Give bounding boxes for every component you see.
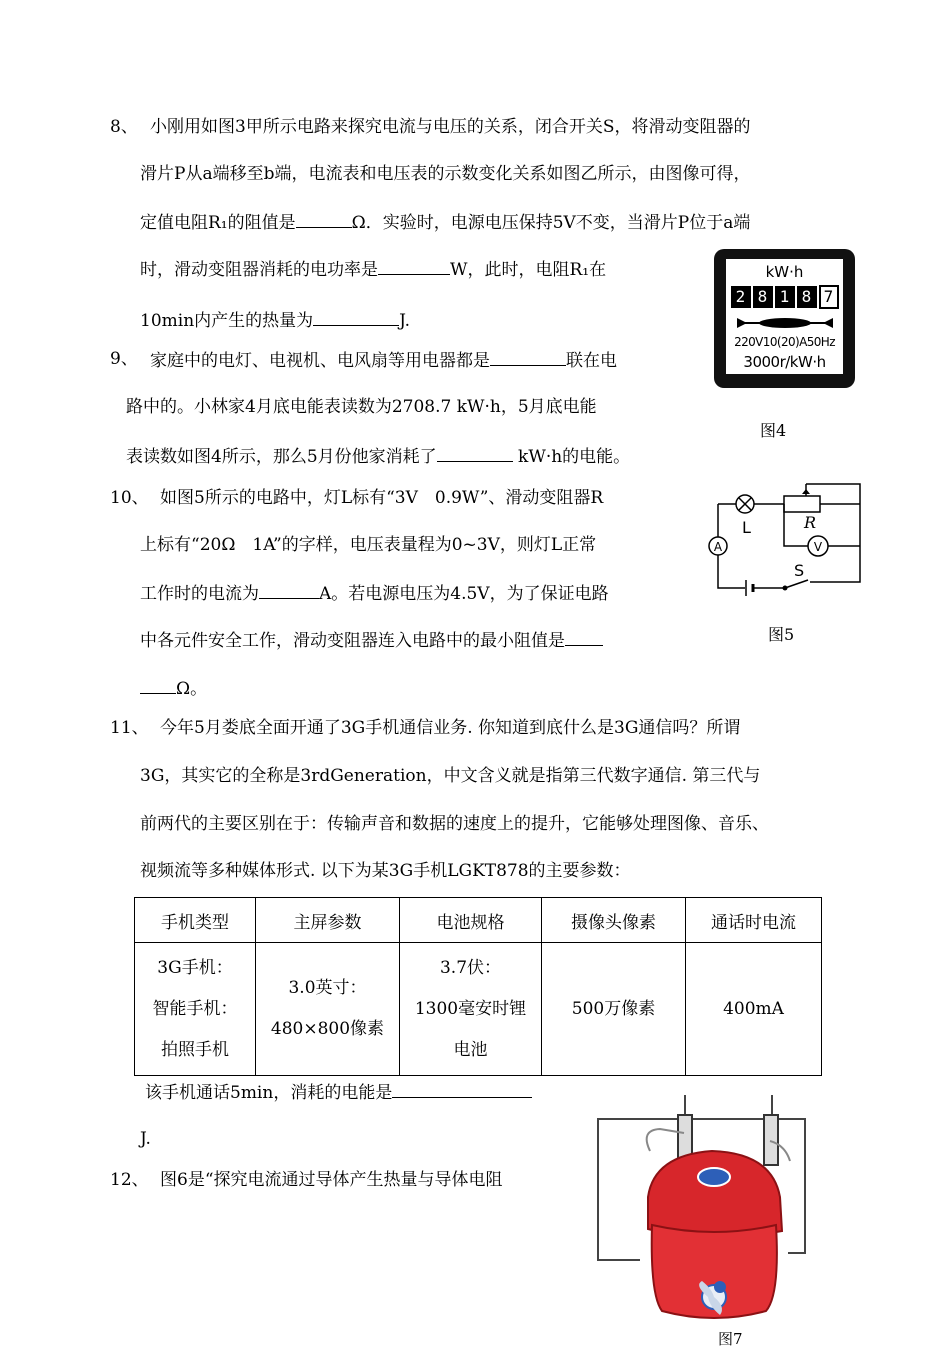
- table-row: [135, 943, 822, 1076]
- energy-meter-figure: [714, 249, 855, 388]
- fig7-caption: 图7: [718, 1330, 743, 1348]
- q9-line2: 路中的。小林家4月底电能表读数为2708.7 kW·h，5月底电能: [126, 397, 597, 417]
- cell-line: 智能手机：: [152, 998, 238, 1019]
- q8-line5: [140, 309, 410, 331]
- q10-line3-a: 工作时的电流为: [140, 584, 259, 604]
- q11-line2: 3G，其实它的全称是3rdGeneration，中文含义就是指第三代数字通信. 第三代与: [140, 766, 761, 786]
- cap-icon: [648, 1151, 782, 1318]
- q9-line3: [126, 445, 630, 467]
- q9-number: 9、: [110, 349, 138, 369]
- table-header-cell: 摄像头像素: [542, 898, 686, 943]
- fig4-caption: 图4: [760, 421, 787, 440]
- q11-after-a: 该手机通话5min，消耗的电能是: [145, 1083, 393, 1103]
- q10-line5: [140, 677, 207, 699]
- meter-rotor-icon: [726, 315, 843, 329]
- table-header-cell: 电池规格: [400, 898, 542, 943]
- q8-line5-b: J.: [399, 311, 411, 331]
- q9-line1-b: 联在电: [566, 351, 617, 371]
- meter-digits: [726, 285, 843, 309]
- q8-line3-b: Ω．实验时，电源电压保持5V不变，当滑片P位于a端: [351, 213, 751, 233]
- cell-line: 拍照手机: [161, 1039, 229, 1060]
- meter-digit: 1: [775, 286, 795, 308]
- solar-cap-figure: [590, 1085, 820, 1325]
- meter-face: [726, 259, 843, 374]
- answer-blank[interactable]: [296, 211, 352, 228]
- circuit-diagram: [700, 478, 870, 598]
- q9-line3-a: 表读数如图4所示，那么5月份他家消耗了: [126, 447, 437, 467]
- q8-line3: [140, 211, 750, 233]
- q9-line3-b: kW·h的电能。: [512, 447, 631, 467]
- q11-number: 11、: [110, 718, 149, 738]
- q12-line1: 图6是“探究电流通过导体产生热量与导体电阻: [160, 1170, 503, 1190]
- cell-line: 480×800像素: [270, 1019, 385, 1039]
- q8-line4-b: W，此时，电阻R₁在: [450, 260, 607, 280]
- resistor-label: R: [804, 513, 817, 532]
- q8-line1: 小刚用如图3甲所示电路来探究电流与电压的关系，闭合开关S，将滑动变阻器的: [150, 117, 751, 137]
- cell-line: 400mA: [723, 998, 784, 1019]
- switch-icon: [783, 580, 809, 591]
- q9-line1: [150, 349, 617, 371]
- voltmeter-label: V: [813, 540, 823, 554]
- q11-after-unit: J.: [140, 1129, 151, 1149]
- answer-blank[interactable]: [140, 677, 176, 694]
- table-cell: [686, 943, 822, 1076]
- q10-line1: 如图5所示的电路中，灯L标有“3V 0.9W”、滑动变阻器R: [160, 488, 604, 508]
- meter-digit: 8: [797, 286, 817, 308]
- cell-line: 500万像素: [571, 998, 656, 1019]
- answer-blank[interactable]: [313, 309, 399, 326]
- q10-line2: 上标有“20Ω 1A”的字样，电压表量程为0~3V，则灯L正常: [140, 535, 597, 555]
- answer-blank[interactable]: [259, 582, 319, 599]
- answer-blank[interactable]: [437, 445, 513, 462]
- answer-blank[interactable]: [490, 349, 566, 366]
- q10-number: 10、: [110, 488, 149, 508]
- meter-digit: 2: [731, 286, 751, 308]
- cell-line: 3.7伏：: [439, 957, 502, 978]
- table-cell: [135, 943, 256, 1076]
- table-header-cell: 通话时电流: [686, 898, 822, 943]
- q8-number: 8、: [110, 117, 138, 137]
- table-header-row: [135, 898, 822, 943]
- answer-blank[interactable]: [565, 629, 603, 646]
- q12-number: 12、: [110, 1170, 149, 1190]
- q8-line2: 滑片P从a端移至b端，电流表和电压表的示数变化关系如图乙所示，由图像可得，: [140, 164, 751, 184]
- cell-line: 3.0英寸：: [288, 978, 367, 998]
- table-header-cell: 手机类型: [135, 898, 256, 943]
- q11-after-line: [145, 1081, 532, 1103]
- phone-spec-table: [134, 897, 822, 1076]
- battery-icon: [746, 580, 753, 596]
- cell-line: 电池: [453, 1039, 488, 1060]
- q10-line4-a: 中各元件安全工作，滑动变阻器连入电路中的最小阻值是: [140, 631, 565, 651]
- q11-line4: 视频流等多种媒体形式. 以下为某3G手机LGKT878的主要参数：: [140, 861, 631, 881]
- q10-line3-b: A。若电源电压为4.5V，为了保证电路: [319, 584, 609, 604]
- answer-blank[interactable]: [378, 258, 450, 275]
- meter-unit: kW·h: [765, 263, 804, 281]
- table-cell: [400, 943, 542, 1076]
- table-cell: [542, 943, 686, 1076]
- cell-line: 1300毫安时锂: [414, 998, 527, 1019]
- meter-constant: 3000r/kW·h: [743, 353, 826, 371]
- q10-line3: [140, 582, 609, 604]
- cell-line: 3G手机：: [157, 957, 233, 978]
- q8-line5-a: 10min内产生的热量为: [140, 311, 314, 331]
- q8-line4: [140, 258, 606, 280]
- meter-digit-decimal: 7: [819, 285, 839, 309]
- lamp-label: L: [742, 518, 751, 537]
- lamp-icon: [736, 495, 754, 513]
- meter-digit: 8: [753, 286, 773, 308]
- slider-arrow-icon: [802, 489, 810, 494]
- q8-line3-a: 定值电阻R₁的阻值是: [140, 213, 296, 233]
- q10-line4: [140, 629, 603, 651]
- table-cell: [256, 943, 400, 1076]
- q11-line3: 前两代的主要区别在于：传输声音和数据的速度上的提升，它能够处理图像、音乐、: [140, 814, 769, 834]
- meter-rating: 220V10(20)A50Hz: [734, 335, 835, 349]
- answer-blank[interactable]: [392, 1081, 532, 1098]
- q10-line5-b: Ω。: [176, 679, 208, 699]
- q8-line4-a: 时，滑动变阻器消耗的电功率是: [140, 260, 378, 280]
- ammeter-label: A: [713, 540, 723, 554]
- switch-label: S: [794, 561, 805, 580]
- q9-line1-a: 家庭中的电灯、电视机、电风扇等用电器都是: [150, 351, 490, 371]
- fig5-caption: 图5: [768, 625, 795, 644]
- table-header-cell: 主屏参数: [256, 898, 400, 943]
- q11-line1: 今年5月娄底全面开通了3G手机通信业务. 你知道到底什么是3G通信吗？所谓: [160, 718, 741, 738]
